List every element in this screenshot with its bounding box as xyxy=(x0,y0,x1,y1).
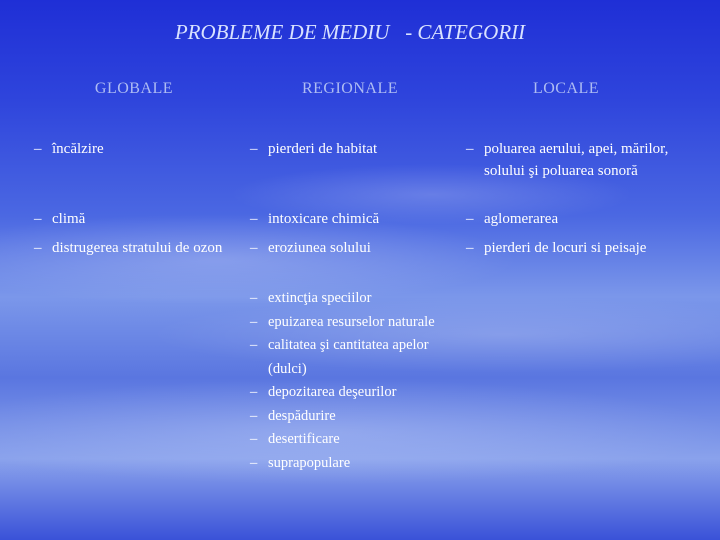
slide-title: PROBLEME DE MEDIU - CATEGORII xyxy=(174,20,526,44)
dash: – xyxy=(466,240,474,256)
list-item xyxy=(250,311,450,335)
dash: – xyxy=(34,240,42,256)
dash: – xyxy=(250,337,258,353)
list-item xyxy=(466,138,694,182)
dash: – xyxy=(250,211,258,227)
dash: – xyxy=(250,431,258,447)
dash: – xyxy=(34,211,42,227)
list-item xyxy=(250,237,468,259)
dash: – xyxy=(250,290,258,306)
list-item xyxy=(250,452,450,476)
list-item xyxy=(250,334,450,381)
item-text: extincţia speciilor xyxy=(268,290,372,306)
item-text: calitatea şi cantitatea apelor (dulci) xyxy=(268,337,429,377)
item-text: pierderi de habitat xyxy=(268,141,378,157)
dash: – xyxy=(250,240,258,256)
dash: – xyxy=(250,313,258,330)
dash: – xyxy=(250,141,258,157)
item-text: despădurire xyxy=(268,407,336,424)
item-text: climă xyxy=(52,211,86,227)
item-text: aglomerarea xyxy=(484,211,559,227)
dash: – xyxy=(250,407,258,424)
item-text: poluarea aerului, apei, mărilor, solului şi poluarea sonoră xyxy=(484,141,669,179)
item-text: suprapopulare xyxy=(268,454,351,471)
list-item xyxy=(34,138,252,160)
dash: – xyxy=(250,384,258,400)
list-item xyxy=(34,208,252,230)
item-text: pierderi de locuri si peisaje xyxy=(484,240,647,256)
list-item xyxy=(250,208,468,230)
dash: – xyxy=(466,211,474,227)
item-text: intoxicare chimică xyxy=(268,211,380,227)
item-text: desertificare xyxy=(268,431,340,447)
list-item xyxy=(250,428,450,452)
dash: – xyxy=(34,141,42,157)
item-text: eroziunea solului xyxy=(268,240,371,256)
header-local: LOCALE xyxy=(532,80,600,97)
header-global: GLOBALE xyxy=(94,80,174,97)
item-text: depozitarea deşeurilor xyxy=(268,384,397,400)
item-text: încălzire xyxy=(52,141,104,157)
list-item xyxy=(250,381,450,405)
regional-sub-list xyxy=(250,287,450,475)
list-item xyxy=(466,208,694,230)
list-item xyxy=(466,237,694,259)
list-item xyxy=(250,405,450,429)
item-text: epuizarea resurselor naturale xyxy=(268,313,435,330)
header-regional: REGIONALE xyxy=(301,80,399,97)
item-text: distrugerea stratului de ozon xyxy=(52,240,223,256)
list-item xyxy=(34,237,262,259)
list-item xyxy=(250,287,450,311)
list-item xyxy=(250,138,468,160)
dash: – xyxy=(466,141,474,157)
dash: – xyxy=(250,454,258,471)
